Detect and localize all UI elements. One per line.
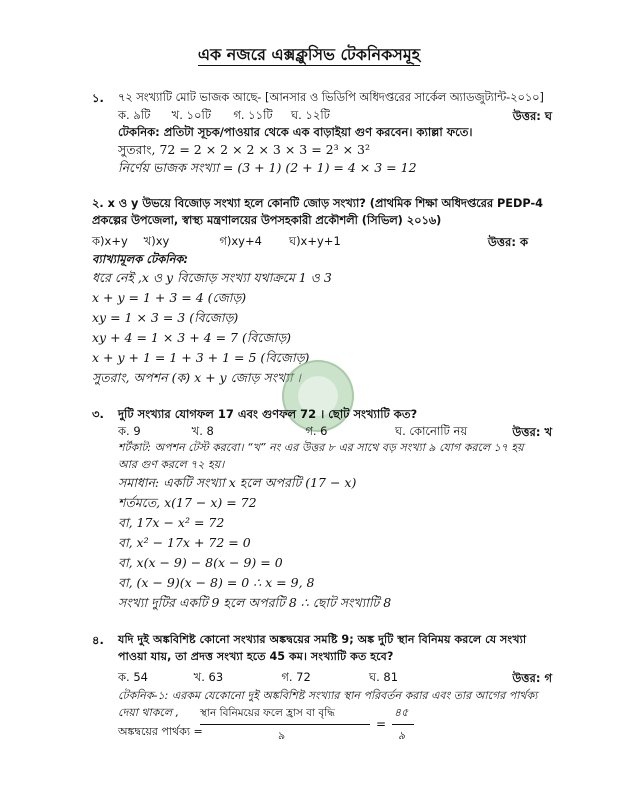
watermark-logo	[282, 360, 354, 432]
q1-answer: উত্তর: ঘ	[512, 109, 552, 123]
q2-heading: ব্যাখ্যামূলক টেকনিক:	[92, 252, 189, 266]
q4-question: যদি দুই অঙ্কবিশিষ্ট কোনো সংখ্যার অঙ্কদ্বয়ের সমষ্টি 9; অঙ্ক দুটি স্থান বিনিময় করলে যে সংখ্যা	[118, 633, 527, 646]
q4-difference-label: অঙ্কদ্বয়ের পার্থক্য =	[118, 725, 203, 738]
q1-step-1: সুতরাং, 72 = 2 × 2 × 2 × 3 × 3 = 2³ × 3²	[118, 142, 371, 157]
q4-number: ৪.	[92, 633, 104, 647]
q3-step-4: বা, x(x − 9) − 8(x − 9) = 0	[118, 555, 283, 570]
q2-line-1: ধরে নেই ,x ও y বিজোড় সংখ্যা যথাক্রমে 1 ও 3	[92, 270, 332, 285]
q1-option-c: গ. ১১টি	[233, 108, 273, 122]
q4-equals-sign: =	[376, 717, 387, 731]
q1-option-b: খ. ১০টি	[171, 108, 212, 122]
q3-option-b: খ. 8	[191, 424, 214, 438]
q1-question: ৭২ সংখ্যাটি মোট ভাজক আছে- [আনসার ও ভিডিপি অধিদপ্তরের সার্কেল অ্যাডজুট্যান্ট-২০১০]	[118, 91, 544, 104]
q4-fraction-1-numerator: স্থান বিনিময়ের ফলে হ্রাস বা বৃদ্ধি	[200, 707, 335, 719]
q3-answer: উত্তর: খ	[512, 425, 552, 439]
q2-option-b: খ)xy	[143, 234, 170, 248]
q4-fraction-1-denominator: ৯	[278, 729, 286, 742]
q4-option-b: খ. 63	[193, 670, 224, 684]
q4-fraction-2-denominator: ৯	[398, 729, 406, 742]
q3-step-1: শর্তমতে, x(17 − x) = 72	[118, 495, 257, 510]
q1-technique: টেকনিক: প্রতিটা সূচক/পাওয়ার থেকে এক বাড়াইয়া গুণ করবেন। ক্যাল্লা ফতে।	[118, 125, 473, 139]
q3-shortcut-line-2: আর গুণ করলে ৭২ হয়।	[118, 458, 225, 471]
q4-fraction-1-bar	[200, 724, 370, 725]
q4-options	[118, 670, 398, 684]
q4-question-line-2: পাওয়া যায়, তা প্রদত্ত সংখ্যা হতে 45 কম। সংখ্যাটি কত হবে?	[118, 650, 394, 663]
q1-step-2: নির্ণেয় ভাজক সংখ্যা = (3 + 1) (2 + 1) = 4 × 3 = 12	[118, 160, 417, 175]
q2-line-6: সুতরাং, অপশন (ক) x + y জোড় সংখ্যা ।	[92, 370, 301, 385]
q1-option-a: ক. ৯টি	[118, 108, 151, 122]
q2-line-2: x + y = 1 + 3 = 4 (জোড়)	[92, 290, 247, 305]
q3-question: দুটি সংখ্যার যোগফল 17 এবং গুণফল 72 । ছোট সংখ্যাটি কত?	[118, 407, 418, 421]
q4-fraction-2-numerator: ৪৫	[394, 706, 409, 719]
q3-solution: সমাধান: একটি সংখ্যা x হলে অপরটি (17 − x)	[118, 475, 357, 490]
q3-number: ৩.	[92, 407, 104, 421]
q2-line-3: xy = 1 × 3 = 3 (বিজোড়)	[92, 310, 239, 325]
q3-option-d: ঘ. কোনোটি নয়	[394, 424, 468, 438]
q2-option-a: ক)x+y	[92, 234, 128, 248]
q4-option-a: ক. 54	[118, 670, 148, 684]
q2-option-d: ঘ)x+y+1	[288, 234, 341, 248]
q2-question-line-2: প্রকল্পের উপজেলা, স্বাস্থ্য মন্ত্রণালয়ের উপসহকারী প্রকৌশলী (সিভিল) ২০১৬)	[92, 214, 442, 227]
q1-options	[118, 108, 330, 122]
q4-technique-line-2: দেয়া থাকলে ,	[118, 706, 180, 719]
q3-step-2: বা, 17x − x² = 72	[118, 515, 225, 530]
q2-option-c: গ)xy+4	[219, 234, 262, 248]
q3-option-a: ক. 9	[118, 424, 141, 438]
q2-question: ২. x ও y উভয়ে বিজোড় সংখ্যা হলে কোনটি জোড় সংখ্যা? (প্রাথমিক শিক্ষা অধিদপ্তরের PEDP-4	[92, 197, 544, 210]
q2-line-5: x + y + 1 = 1 + 3 + 1 = 5 (বিজোড়)	[92, 350, 310, 365]
page-title: এক নজরে এক্সক্লুসিভ টেকনিকসমূহ	[197, 45, 421, 64]
q2-options	[92, 234, 341, 248]
q1-option-d: ঘ. ১২টি	[290, 108, 330, 122]
q4-fraction-2-bar	[392, 724, 414, 725]
q4-technique: টেকনিক-১: এরকম যেকোনো দুই অঙ্কবিশিষ্ট সংখ্যার স্থান পরিবর্তন করার এবং তার আগের পার্থক্য	[118, 689, 538, 702]
q3-step-3: বা, x² − 17x + 72 = 0	[118, 535, 251, 550]
q4-option-c: গ. 72	[281, 670, 311, 684]
q4-option-d: ঘ. 81	[368, 670, 399, 684]
q2-answer: উত্তর: ক	[487, 235, 528, 249]
q3-step-5: বা, (x − 9)(x − 8) = 0 ∴ x = 9, 8	[118, 575, 315, 590]
q3-step-6: সংখ্যা দুটির একটি 9 হলে অপরটি 8 ∴ ছোট সংখ্যাটি 8	[118, 595, 392, 610]
q3-shortcut: শর্টকাট: অপশন টেস্ট করবো। “খ” নং এর উত্তর ৮ এর সাথে বড় সংখ্যা ৯ যোগ করলে ১৭ হয়	[118, 441, 524, 454]
q1-number: ১.	[92, 91, 104, 105]
q4-answer: উত্তর: গ	[512, 671, 552, 685]
q2-line-4: xy + 4 = 1 × 3 + 4 = 7 (বিজোড়)	[92, 330, 291, 345]
q3-options	[118, 424, 467, 438]
q3-option-c: গ. 6	[305, 424, 328, 438]
